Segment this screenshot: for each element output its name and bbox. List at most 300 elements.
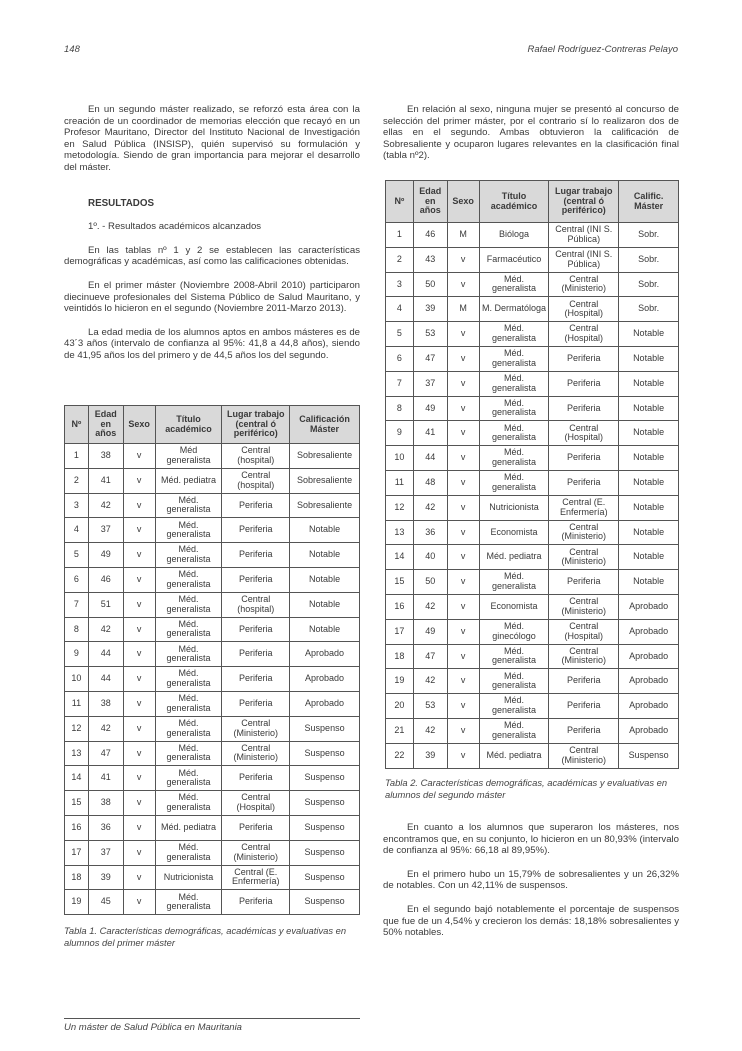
- table-cell: v: [123, 890, 155, 915]
- table-cell: Méd. generalista: [155, 493, 222, 518]
- table-row: [65, 691, 360, 716]
- table-row: [386, 446, 679, 471]
- table-cell: Central (E. Enfermería): [549, 495, 619, 520]
- table-cell: v: [123, 617, 155, 642]
- table-cell: Nutricionista: [155, 865, 222, 890]
- table-cell: 42: [88, 617, 123, 642]
- table-cell: v: [447, 346, 479, 371]
- table-row: [65, 766, 360, 791]
- table-cell: Méd. generalista: [479, 669, 549, 694]
- table-cell: Central (Hospital): [549, 619, 619, 644]
- table-row: [65, 518, 360, 543]
- table-row: [386, 247, 679, 272]
- column-header: Lugar trabajo (central ó periférico): [549, 181, 619, 223]
- table-cell: 42: [413, 594, 447, 619]
- table-cell: Méd. generalista: [155, 840, 222, 865]
- table-row: [65, 741, 360, 766]
- table-cell: 37: [88, 518, 123, 543]
- table-cell: Central (hospital): [222, 444, 290, 469]
- table-cell: Periferia: [222, 518, 290, 543]
- table-cell: Periferia: [549, 470, 619, 495]
- table-cell: 39: [88, 865, 123, 890]
- table-cell: Méd. ginecólogo: [479, 619, 549, 644]
- table-row: [386, 520, 679, 545]
- table-cell: Periferia: [549, 396, 619, 421]
- table-cell: Méd. pediatra: [155, 468, 222, 493]
- table-cell: v: [447, 694, 479, 719]
- table-cell: 8: [65, 617, 89, 642]
- table-cell: 1: [386, 223, 414, 248]
- table-cell: v: [447, 495, 479, 520]
- table-cell: Periferia: [222, 766, 290, 791]
- table-cell: v: [447, 545, 479, 570]
- right-column-lower: [383, 822, 679, 951]
- table-cell: Aprobado: [619, 619, 679, 644]
- table-cell: v: [123, 567, 155, 592]
- table-cell: 4: [65, 518, 89, 543]
- table-row: [386, 743, 679, 768]
- table-cell: Notable: [290, 617, 360, 642]
- table-cell: v: [447, 272, 479, 297]
- table-cell: v: [123, 791, 155, 816]
- table-cell: Periferia: [222, 691, 290, 716]
- table-cell: 6: [386, 346, 414, 371]
- table-cell: Sobr.: [619, 223, 679, 248]
- table-cell: v: [447, 594, 479, 619]
- table-cell: 8: [386, 396, 414, 421]
- table-row: [386, 297, 679, 322]
- table-cell: v: [123, 493, 155, 518]
- table-row: [65, 791, 360, 816]
- table-row: [65, 890, 360, 915]
- table-cell: v: [123, 667, 155, 692]
- table-cell: v: [447, 470, 479, 495]
- table-cell: Méd. generalista: [479, 272, 549, 297]
- table-cell: Central (Hospital): [549, 421, 619, 446]
- table-cell: v: [447, 669, 479, 694]
- column-header: Edad en años: [413, 181, 447, 223]
- table-cell: 9: [386, 421, 414, 446]
- column-header: Título académico: [479, 181, 549, 223]
- table-row: [386, 371, 679, 396]
- table-row: [386, 396, 679, 421]
- table-cell: v: [447, 247, 479, 272]
- table-cell: 42: [413, 669, 447, 694]
- table-cell: Central (Ministerio): [222, 840, 290, 865]
- table-cell: Aprobado: [619, 694, 679, 719]
- table-cell: Méd. pediatra: [155, 815, 222, 840]
- table-cell: Periferia: [549, 669, 619, 694]
- table-cell: Méd. generalista: [155, 691, 222, 716]
- table-cell: M: [447, 297, 479, 322]
- table-row: [65, 667, 360, 692]
- table-cell: 11: [65, 691, 89, 716]
- table-cell: 21: [386, 718, 414, 743]
- table-row: [65, 592, 360, 617]
- table-cell: v: [123, 543, 155, 568]
- table-cell: Central (Ministerio): [549, 594, 619, 619]
- table-cell: v: [123, 642, 155, 667]
- paragraph: En un segundo máster realizado, se reforzó esta área con la creación de un coordinador de memorias elección que recayó en un Profesor Mauritano, Director del Instituto Nacional de Investigación en Salud Pública (INSISP), quién supervisó su formulación y metodología. Siendo de gran importancia para mejorar el desarrollo del máster.: [64, 104, 360, 173]
- column-header: Edad en años: [88, 406, 123, 444]
- column-header: Sexo: [123, 406, 155, 444]
- table-cell: Suspenso: [619, 743, 679, 768]
- table-cell: 5: [65, 543, 89, 568]
- table-cell: v: [447, 718, 479, 743]
- table-cell: 16: [386, 594, 414, 619]
- paragraph: En el primer máster (Noviembre 2008-Abril 2010) participaron diecinueve profesionales del Sistema Público de Salud Mauritano, y veintidós lo hicieron en el segundo (Noviembre 2011-Marzo 2013).: [64, 279, 360, 315]
- table-cell: Méd. generalista: [155, 567, 222, 592]
- table-header-row: [386, 181, 679, 223]
- table-cell: Méd. generalista: [479, 644, 549, 669]
- table-cell: Méd. generalista: [155, 890, 222, 915]
- table-cell: Notable: [619, 446, 679, 471]
- section-heading: RESULTADOS: [88, 197, 155, 209]
- table-cell: Méd. generalista: [155, 642, 222, 667]
- table-cell: 17: [65, 840, 89, 865]
- table-cell: v: [123, 766, 155, 791]
- table-cell: Méd. generalista: [155, 716, 222, 741]
- table-cell: 42: [88, 716, 123, 741]
- table-cell: Méd. generalista: [479, 396, 549, 421]
- table-row: [386, 545, 679, 570]
- table-cell: Notable: [619, 545, 679, 570]
- table-cell: Central (Ministerio): [549, 272, 619, 297]
- table-cell: v: [447, 619, 479, 644]
- table-cell: Notable: [619, 520, 679, 545]
- table-cell: Periferia: [549, 346, 619, 371]
- table-row: [386, 421, 679, 446]
- table-row: [65, 543, 360, 568]
- table-cell: Méd. generalista: [155, 791, 222, 816]
- table-cell: Aprobado: [619, 669, 679, 694]
- table-cell: v: [123, 592, 155, 617]
- table-cell: 47: [88, 741, 123, 766]
- table-cell: Periferia: [222, 543, 290, 568]
- table-cell: 9: [65, 642, 89, 667]
- table-row: [65, 493, 360, 518]
- table-cell: 36: [88, 815, 123, 840]
- table-cell: v: [123, 815, 155, 840]
- table-cell: Farmacéutico: [479, 247, 549, 272]
- table-cell: 2: [65, 468, 89, 493]
- table-cell: 53: [413, 694, 447, 719]
- table-cell: Periferia: [549, 446, 619, 471]
- table-cell: Suspenso: [290, 741, 360, 766]
- table-cell: 41: [413, 421, 447, 446]
- table-cell: v: [447, 743, 479, 768]
- table-cell: 44: [413, 446, 447, 471]
- table-cell: 11: [386, 470, 414, 495]
- table-cell: 38: [88, 791, 123, 816]
- table-cell: v: [123, 716, 155, 741]
- table-cell: Central (Ministerio): [549, 743, 619, 768]
- table-cell: Aprobado: [619, 594, 679, 619]
- table-cell: 18: [386, 644, 414, 669]
- table-row: [65, 444, 360, 469]
- table-cell: Central (Hospital): [549, 322, 619, 347]
- running-header-author: Rafael Rodríguez-Contreras Pelayo: [527, 44, 678, 55]
- table-row: [386, 594, 679, 619]
- table-cell: 6: [65, 567, 89, 592]
- table-cell: Méd. generalista: [479, 421, 549, 446]
- table-cell: Nutricionista: [479, 495, 549, 520]
- table-cell: Aprobado: [619, 718, 679, 743]
- paragraph: La edad media de los alumnos aptos en ambos másteres es de 43´3 años (intervalo de confianza al 95%: 41,8 a 44,8 años), siendo de 41,95 años los del primero y de 44,5 años los del segundo.: [64, 326, 360, 361]
- table-cell: 47: [413, 346, 447, 371]
- table-cell: 22: [386, 743, 414, 768]
- table-cell: Méd. generalista: [479, 371, 549, 396]
- table-row: [65, 468, 360, 493]
- table-cell: Notable: [619, 570, 679, 595]
- table-cell: v: [447, 644, 479, 669]
- table-cell: Periferia: [549, 371, 619, 396]
- table-row: [65, 865, 360, 890]
- table-cell: 46: [88, 567, 123, 592]
- table-cell: Suspenso: [290, 890, 360, 915]
- table-cell: 41: [88, 468, 123, 493]
- table-cell: v: [123, 444, 155, 469]
- table-row: [65, 617, 360, 642]
- table-cell: Méd. generalista: [155, 766, 222, 791]
- table-row: [386, 495, 679, 520]
- table-cell: v: [123, 865, 155, 890]
- table-cell: 5: [386, 322, 414, 347]
- table-cell: 44: [88, 667, 123, 692]
- table-row: [386, 322, 679, 347]
- column-header: Título académico: [155, 406, 222, 444]
- column-header: Sexo: [447, 181, 479, 223]
- table-cell: Central (E. Enfermería): [222, 865, 290, 890]
- paragraph: En las tablas nº 1 y 2 se establecen las características demográficas y académicas, así como las calificaciones obtenidas.: [64, 244, 360, 268]
- table-row: [65, 567, 360, 592]
- table-cell: 39: [413, 297, 447, 322]
- table-cell: Aprobado: [290, 691, 360, 716]
- table-row: [65, 815, 360, 840]
- table-cell: 53: [413, 322, 447, 347]
- table-cell: Notable: [290, 543, 360, 568]
- table-cell: Notable: [619, 396, 679, 421]
- table-cell: Méd. generalista: [479, 322, 549, 347]
- table-cell: Méd. pediatra: [479, 743, 549, 768]
- table-cell: 20: [386, 694, 414, 719]
- table-row: [65, 642, 360, 667]
- table-cell: Méd. generalista: [479, 446, 549, 471]
- table-cell: 43: [413, 247, 447, 272]
- table-cell: Sobresaliente: [290, 493, 360, 518]
- table-cell: Periferia: [549, 694, 619, 719]
- table-row: [386, 619, 679, 644]
- table-cell: Notable: [290, 518, 360, 543]
- table-cell: 3: [386, 272, 414, 297]
- table-cell: Economista: [479, 594, 549, 619]
- table-cell: Periferia: [222, 617, 290, 642]
- table-cell: v: [447, 446, 479, 471]
- table-cell: v: [447, 322, 479, 347]
- left-column: [64, 104, 360, 374]
- table-cell: Periferia: [222, 890, 290, 915]
- table-cell: 39: [413, 743, 447, 768]
- table-cell: Central (INI S. Pública): [549, 247, 619, 272]
- table-cell: 50: [413, 570, 447, 595]
- column-header: Calificación Máster: [290, 406, 360, 444]
- table-cell: Méd. generalista: [479, 570, 549, 595]
- table-1-caption: Tabla 1. Características demográficas, académicas y evaluativas en alumnos del primer máster: [64, 925, 347, 948]
- page-number: 148: [64, 44, 80, 55]
- table-row: [386, 272, 679, 297]
- table-cell: Periferia: [222, 642, 290, 667]
- table-cell: 16: [65, 815, 89, 840]
- table-cell: Periferia: [222, 667, 290, 692]
- table-cell: 45: [88, 890, 123, 915]
- column-header: Nº: [65, 406, 89, 444]
- table-cell: Méd. generalista: [155, 592, 222, 617]
- table-cell: Suspenso: [290, 716, 360, 741]
- table-cell: 1: [65, 444, 89, 469]
- right-column: [383, 104, 679, 174]
- table-cell: Notable: [619, 346, 679, 371]
- paragraph: En cuanto a los alumnos que superaron los másteres, nos encontramos que, en su conjunto, lo hicieron en un 80,93% (intervalo de confianza al 95%: 66,18 al 89,95%).: [383, 822, 679, 857]
- table-cell: 41: [88, 766, 123, 791]
- subsection-heading: 1º. - Resultados académicos alcanzados: [88, 221, 262, 233]
- table-cell: Bióloga: [479, 223, 549, 248]
- table-cell: Notable: [619, 421, 679, 446]
- table-cell: 42: [413, 718, 447, 743]
- table-cell: 12: [386, 495, 414, 520]
- table-cell: 3: [65, 493, 89, 518]
- table-cell: 37: [413, 371, 447, 396]
- table-cell: 7: [386, 371, 414, 396]
- table-cell: Aprobado: [290, 642, 360, 667]
- table-2: [385, 180, 679, 769]
- table-cell: 40: [413, 545, 447, 570]
- table-cell: Sobr.: [619, 247, 679, 272]
- table-cell: Aprobado: [619, 644, 679, 669]
- table-cell: Periferia: [549, 718, 619, 743]
- table-cell: v: [447, 570, 479, 595]
- table-cell: v: [447, 371, 479, 396]
- table-cell: Suspenso: [290, 766, 360, 791]
- table-cell: v: [123, 691, 155, 716]
- table-cell: Sobr.: [619, 297, 679, 322]
- table-cell: v: [123, 518, 155, 543]
- table-cell: 48: [413, 470, 447, 495]
- table-cell: Sobresaliente: [290, 468, 360, 493]
- table-cell: Suspenso: [290, 865, 360, 890]
- table-cell: Central (Ministerio): [549, 520, 619, 545]
- table-cell: 18: [65, 865, 89, 890]
- paragraph: En relación al sexo, ninguna mujer se presentó al concurso de selección del primer máster, por el contrario sí lo realizaron dos de ellas en el segundo. Ambas obtuvieron la calificación de Sobresaliente y ocuparon lugares relevantes en la clasificación final (tabla nº2).: [383, 104, 679, 162]
- table-header-row: [65, 406, 360, 444]
- table-cell: Sobr.: [619, 272, 679, 297]
- table-cell: Central (Ministerio): [222, 716, 290, 741]
- table-cell: 38: [88, 444, 123, 469]
- table-cell: 14: [65, 766, 89, 791]
- table-cell: Méd. generalista: [155, 518, 222, 543]
- table-cell: 13: [65, 741, 89, 766]
- table-cell: 37: [88, 840, 123, 865]
- table-cell: 2: [386, 247, 414, 272]
- table-row: [386, 669, 679, 694]
- table-cell: Central (Hospital): [222, 791, 290, 816]
- table-cell: Periferia: [549, 570, 619, 595]
- table-cell: M: [447, 223, 479, 248]
- table-cell: 38: [88, 691, 123, 716]
- paragraph: En el segundo bajó notablemente el porcentaje de suspensos que fue de un 4,54% y crecieron los demás: 18,18% sobresalientes y 50% notables.: [383, 903, 679, 939]
- table-row: [386, 470, 679, 495]
- table-cell: Méd. generalista: [479, 718, 549, 743]
- column-header: Nº: [386, 181, 414, 223]
- table-cell: Notable: [619, 371, 679, 396]
- table-cell: Periferia: [222, 493, 290, 518]
- table-cell: Notable: [619, 470, 679, 495]
- table-cell: Méd. generalista: [155, 667, 222, 692]
- table-cell: Periferia: [222, 815, 290, 840]
- table-row: [386, 223, 679, 248]
- table-cell: 14: [386, 545, 414, 570]
- table-cell: 49: [413, 619, 447, 644]
- table-cell: Méd. generalista: [479, 694, 549, 719]
- table-row: [65, 840, 360, 865]
- table-cell: Central (Hospital): [549, 297, 619, 322]
- table-cell: Central (Ministerio): [222, 741, 290, 766]
- table-cell: 10: [386, 446, 414, 471]
- table-cell: Central (Ministerio): [549, 545, 619, 570]
- table-cell: Periferia: [222, 567, 290, 592]
- table-cell: 15: [65, 791, 89, 816]
- table-cell: 46: [413, 223, 447, 248]
- footer-title: Un máster de Salud Pública en Mauritania: [64, 1022, 242, 1033]
- table-cell: Méd. pediatra: [479, 545, 549, 570]
- table-cell: v: [447, 421, 479, 446]
- table-cell: 36: [413, 520, 447, 545]
- table-cell: 12: [65, 716, 89, 741]
- paragraph: En el primero hubo un 15,79% de sobresalientes y un 26,32% de notables. Con un 42,11% de suspensos.: [383, 868, 679, 892]
- table-cell: Suspenso: [290, 791, 360, 816]
- table-cell: 49: [413, 396, 447, 421]
- table-row: [386, 694, 679, 719]
- table-cell: v: [447, 396, 479, 421]
- table-cell: 44: [88, 642, 123, 667]
- table-cell: Méd. generalista: [155, 741, 222, 766]
- table-cell: v: [123, 741, 155, 766]
- table-cell: Méd. generalista: [479, 346, 549, 371]
- table-cell: 42: [413, 495, 447, 520]
- table-cell: Méd. generalista: [479, 470, 549, 495]
- table-cell: Suspenso: [290, 840, 360, 865]
- table-row: [386, 570, 679, 595]
- table-cell: 51: [88, 592, 123, 617]
- table-cell: Méd. generalista: [155, 543, 222, 568]
- table-cell: Central (hospital): [222, 592, 290, 617]
- table-cell: 4: [386, 297, 414, 322]
- table-1: [64, 405, 360, 915]
- table-cell: 49: [88, 543, 123, 568]
- table-cell: Notable: [619, 322, 679, 347]
- table-cell: Central (Ministerio): [549, 644, 619, 669]
- table-cell: Suspenso: [290, 815, 360, 840]
- table-cell: Central (hospital): [222, 468, 290, 493]
- table-cell: 42: [88, 493, 123, 518]
- table-cell: Notable: [619, 495, 679, 520]
- table-cell: Méd generalista: [155, 444, 222, 469]
- table-cell: v: [447, 520, 479, 545]
- table-cell: Aprobado: [290, 667, 360, 692]
- table-cell: M. Dermatóloga: [479, 297, 549, 322]
- table-cell: Economista: [479, 520, 549, 545]
- table-cell: Notable: [290, 592, 360, 617]
- table-cell: 15: [386, 570, 414, 595]
